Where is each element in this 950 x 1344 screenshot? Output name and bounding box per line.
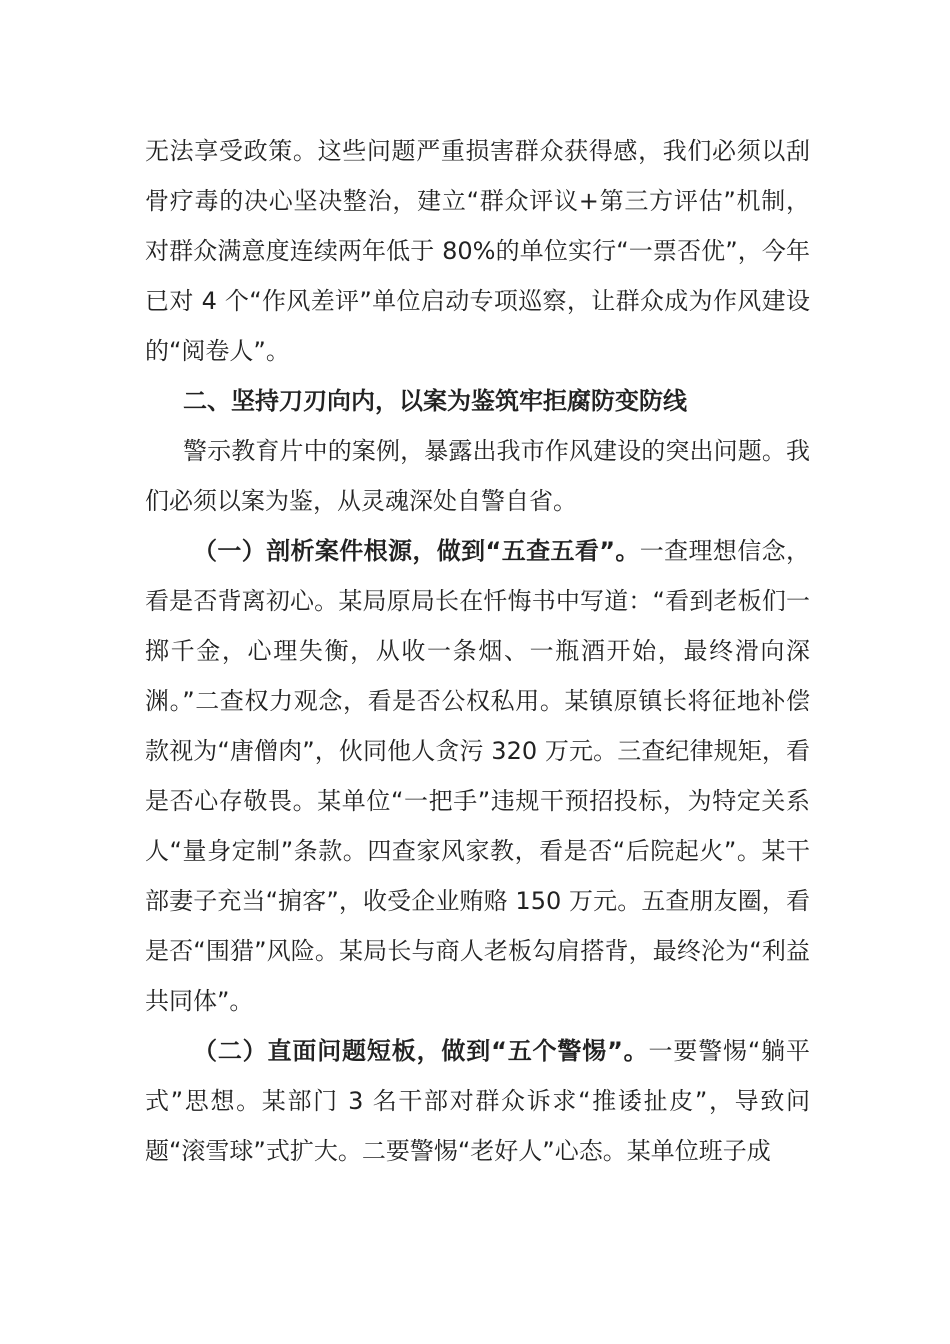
section-heading-2: 二、坚持刀刃向内，以案为鉴筑牢拒腐防变防线: [183, 387, 687, 415]
subheading-2: （二）直面问题短板，做到“五个警惕”。: [193, 1037, 649, 1065]
paragraph-1: 无法享受政策。这些问题严重损害群众获得感，我们必须以刮骨疗毒的决心坚决整治，建立“群众评议+第三方评估”机制，对群众满意度连续两年低于 80%的单位实行“一票否优”，今年已对 4 个“作风差评”单位启动专项巡察，让群众成为作风建设的“阅卷人”。: [145, 137, 810, 365]
subheading-1: （一）剖析案件根源，做到“五查五看”。: [193, 537, 640, 565]
paragraph-4: [145, 526, 810, 1026]
paragraph-5-body: 一要警惕“躺平式”思想。某部门 3 名干部对群众诉求“推诿扯皮”，导致问题“滚雪球”式扩大。二要警惕“老好人”心态。某单位班子成: [145, 1037, 811, 1165]
paragraph-4-body: 一查理想信念，看是否背离初心。某局原局长在忏悔书中写道：“看到老板们一掷千金，心理失衡，从收一条烟、一瓶酒开始，最终滑向深渊。”二查权力观念，看是否公权私用。某镇原镇长将征地补偿款视为“唐僧肉”，伙同他人贪污 320 万元。三查纪律规矩，看是否心存敬畏。某单位“一把手”违规干预招投标，为特定关系人“量身定制”条款。四查家风家教，看是否“后院起火”。某干部妻子充当“掮客”，收受企业贿赂 150 万元。五查朋友圈，看是否“围猎”风险。某局长与商人老板勾肩搭背，最终沦为“利益共同体”。: [145, 537, 811, 1015]
paragraph-3: 警示教育片中的案例，暴露出我市作风建设的突出问题。我们必须以案为鉴，从灵魂深处自警自省。: [145, 437, 810, 515]
document-body: [145, 126, 810, 1176]
paragraph-5: [145, 1026, 810, 1176]
